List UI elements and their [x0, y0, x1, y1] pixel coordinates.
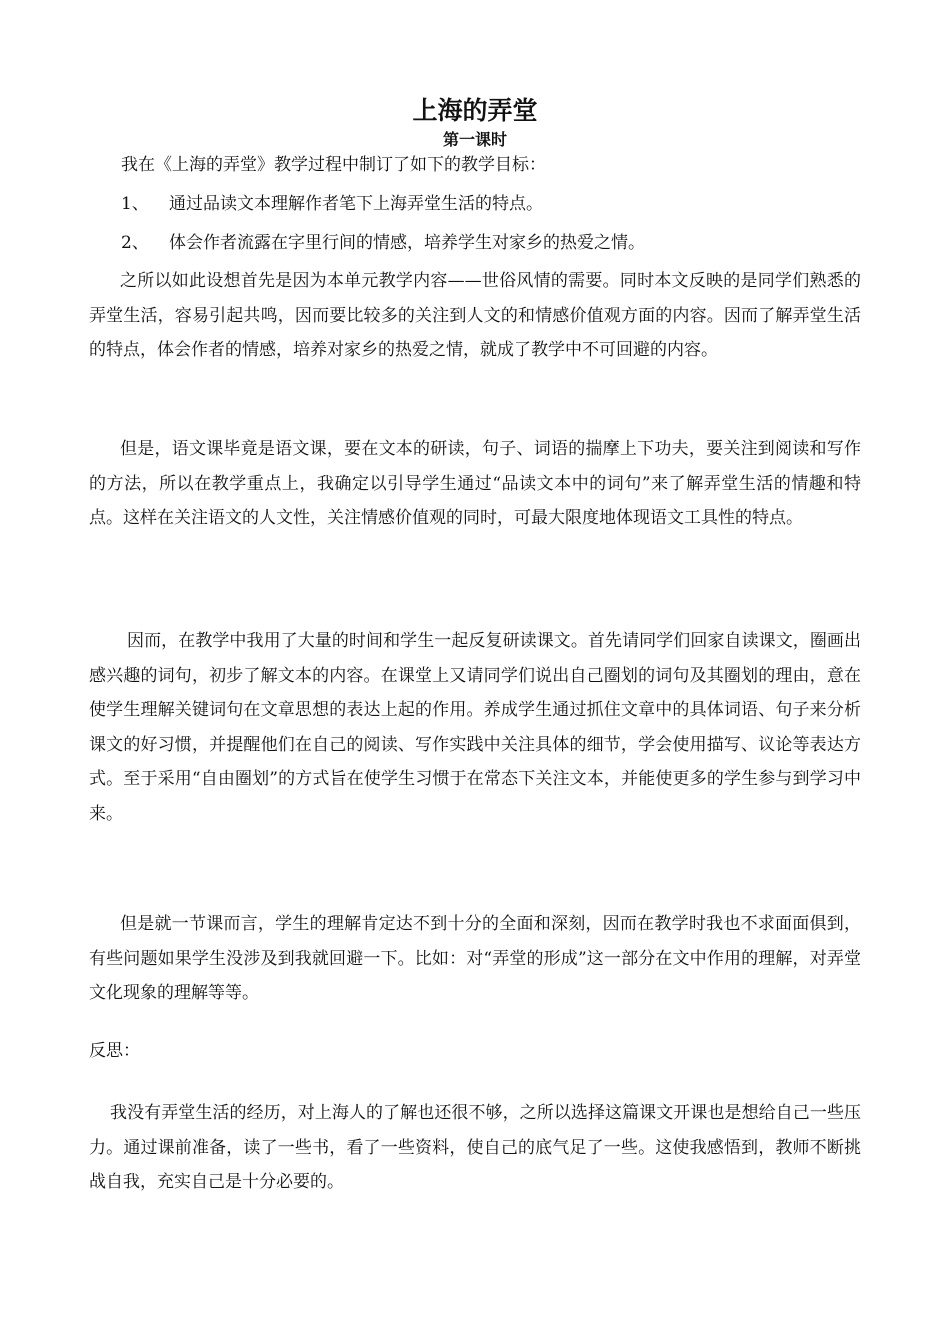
goal-number: 2、	[121, 233, 149, 253]
goal-item-2	[121, 231, 645, 255]
goal-item-1	[121, 192, 543, 216]
body-paragraph-3: 因而，在教学中我用了大量的时间和学生一起反复研读课文。首先请同学们回家自读课文，圈画出感兴趣的词句，初步了解文本的内容。在课堂上又请同学们说出自己圈划的词句及其圈划的理由，意在使学生理解关键词句在文章思想的表达上起的作用。养成学生通过抓住文章中的具体词语、句子来分析课文的好习惯，并提醒他们在自己的阅读、写作实践中关注具体的细节，学会使用描写、议论等表达方式。至于采用“自由圈划”的方式旨在使学生习惯于在常态下关注文本，并能使更多的学生参与到学习中来。	[89, 631, 861, 824]
body-paragraph-1: 之所以如此设想首先是因为本单元教学内容——世俗风情的需要。同时本文反映的是同学们熟悉的弄堂生活，容易引起共鸣，因而要比较多的关注到人文的和情感价值观方面的内容。因而了解弄堂生活的特点，体会作者的情感，培养对家乡的热爱之情，就成了教学中不可回避的内容。	[89, 271, 861, 360]
intro-line: 我在《上海的弄堂》教学过程中制订了如下的教学目标：	[121, 155, 546, 175]
document-title: 上海的弄堂	[412, 96, 538, 125]
reflection-paragraph: 我没有弄堂生活的经历，对上海人的了解也还很不够，之所以选择这篇课文开课也是想给自己一些压力。通过课前准备，读了一些书，看了一些资料，使自己的底气足了一些。这使我感悟到，教师不断挑战自我，充实自己是十分必要的。	[89, 1103, 861, 1192]
reflection-heading: 反思：	[89, 1041, 140, 1061]
goal-number: 1、	[121, 194, 149, 214]
lesson-subtitle: 第一课时	[442, 130, 507, 149]
goal-text: 通过品读文本理解作者笔下上海弄堂生活的特点。	[169, 194, 543, 214]
body-paragraph-4: 但是就一节课而言，学生的理解肯定达不到十分的全面和深刻，因而在教学时我也不求面面俱到，有些问题如果学生没涉及到我就回避一下。比如：对“弄堂的形成”这一部分在文中作用的理解，对弄堂文化现象的理解等等。	[89, 914, 861, 1003]
body-paragraph-2: 但是，语文课毕竟是语文课，要在文本的研读，句子、词语的揣摩上下功夫，要关注到阅读和写作的方法，所以在教学重点上，我确定以引导学生通过“品读文本中的词句”来了解弄堂生活的情趣和特点。这样在关注语文的人文性，关注情感价值观的同时，可最大限度地体现语文工具性的特点。	[89, 439, 861, 528]
goal-text: 体会作者流露在字里行间的情感，培养学生对家乡的热爱之情。	[169, 233, 645, 253]
